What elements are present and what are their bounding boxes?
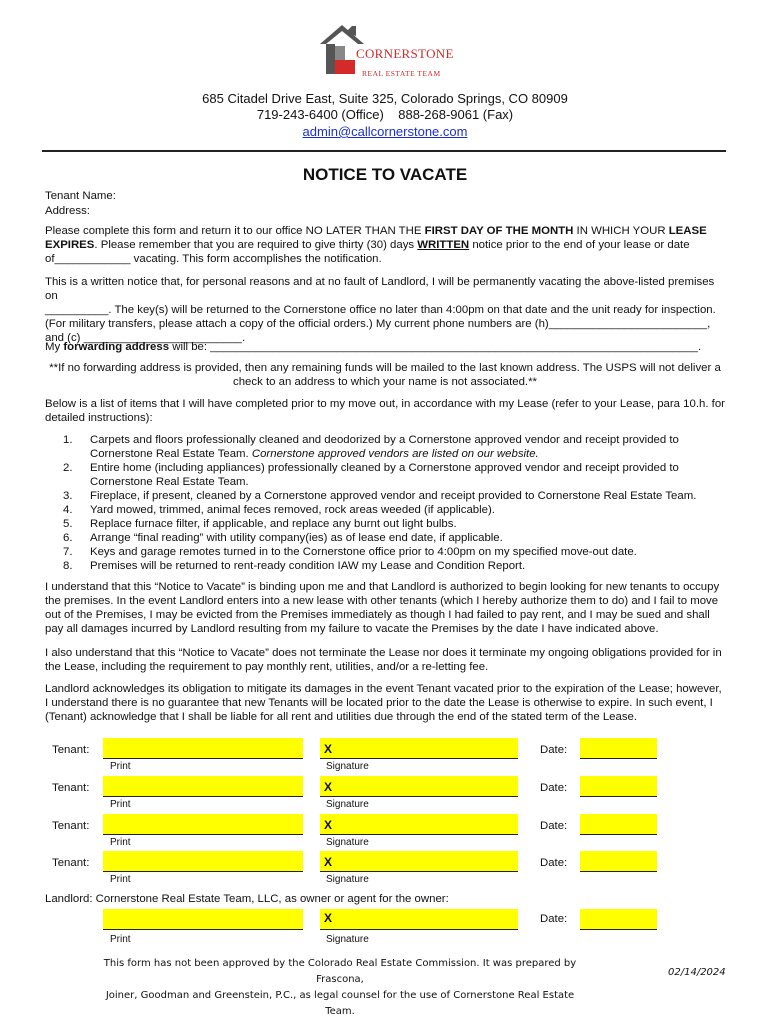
logo-name: CORNERSTONE	[356, 46, 454, 61]
tenant-date-field[interactable]	[580, 851, 657, 872]
tenant-date-field[interactable]	[580, 814, 657, 835]
office-phones: 719-243-6400 (Office) 888-268-9061 (Fax)	[256, 107, 514, 122]
tenant-date-field[interactable]	[580, 738, 657, 759]
landlord-signature-field[interactable]: X	[320, 909, 518, 930]
tenant-label: Tenant:	[52, 744, 90, 756]
intro-paragraph: Please complete this form and return it to our office NO LATER THAN THE FIRST DAY OF THE MONTH IN WHICH YOUR LEASE EXPIRES. Please remember that you are required to give thirty (30) days WRITTEN notice prior to the end of your lease or date of____________ vacating. This form accomplishes the notification.	[45, 225, 707, 265]
footer-disclaimer: This form has not been approved by the Colorado Real Estate Commission. It was prepared by Frascona, Joiner, Goodman and Greenstein, P.C., as legal counsel for the use of Cornerstone Real Estate Team.	[103, 958, 577, 1017]
move-out-items-list	[63, 433, 723, 573]
landlord-print-field[interactable]	[103, 909, 303, 930]
tenant-print-field[interactable]	[103, 776, 303, 797]
date-label: Date:	[540, 820, 568, 832]
print-caption: Print	[110, 934, 131, 945]
list-item: 8. Premises will be returned to rent-ready condition IAW my Lease and Condition Report.	[63, 560, 526, 572]
forwarding-note: **If no forwarding address is provided, then any remaining funds will be mailed to the last known address. The USPS will not deliver a check to an address to which your name is not associated.**	[49, 362, 721, 388]
tenant-date-field[interactable]	[580, 776, 657, 797]
tenant-signature-field[interactable]: X	[320, 851, 518, 872]
date-label: Date:	[540, 744, 568, 756]
tenant-print-field[interactable]	[103, 738, 303, 759]
notice-paragraph: This is a written notice that, for personal reasons and at no fault of Landlord, I will be permanently vacating the above-listed premises on __________. The key(s) will be returned to the Cornerstone office no later than 4:00pm on that date and the unit ready for inspection. (For military transfers, please attach a copy of the official orders.) My current phone numbers are (h)_________________________, and (c) _________________________.	[45, 276, 716, 344]
signature-caption: Signature	[326, 799, 369, 810]
obligations-paragraph: I also understand that this “Notice to Vacate” does not terminate the Lease nor does it terminate my ongoing obligations provided for in the Lease, including the requirement to pay monthly rent, utilities, and/or a re-letting fee.	[45, 647, 722, 673]
tenant-print-field[interactable]	[103, 851, 303, 872]
tenant-label: Tenant:	[52, 857, 90, 869]
tenant-label: Tenant:	[52, 782, 90, 794]
landlord-label: Landlord: Cornerstone Real Estate Team, LLC, as owner or agent for the owner:	[45, 893, 449, 905]
list-item: 7. Keys and garage remotes turned in to the Cornerstone office prior to 4:00pm on my specified move-out date.	[63, 546, 637, 558]
tenant-signature-field[interactable]: X	[320, 738, 518, 759]
cornerstone-logo	[318, 22, 454, 84]
list-item: 4. Yard mowed, trimmed, animal feces removed, rock areas weeded (if applicable).	[63, 504, 495, 516]
list-item: 1. Carpets and floors professionally cleaned and deodorized by a Cornerstone approved vendor and receipt provided to Cornerstone Real Estate Team. Cornerstone approved vendors are listed on our website.	[63, 434, 679, 460]
landlord-date-field[interactable]	[580, 909, 657, 930]
tenant-name-label: Tenant Name:	[45, 190, 116, 202]
signature-caption: Signature	[326, 934, 369, 945]
print-caption: Print	[110, 874, 131, 885]
list-item: 5. Replace furnace filter, if applicable, and replace any burnt out light bulbs.	[63, 518, 457, 530]
header-divider	[42, 150, 726, 152]
tenant-print-field[interactable]	[103, 814, 303, 835]
print-caption: Print	[110, 799, 131, 810]
date-label: Date:	[540, 857, 568, 869]
tenant-signature-field[interactable]: X	[320, 776, 518, 797]
tenant-signature-field[interactable]: X	[320, 814, 518, 835]
signature-caption: Signature	[326, 874, 369, 885]
list-item: 3. Fireplace, if present, cleaned by a Cornerstone approved vendor and receipt provided to Cornerstone Real Estate Team.	[63, 490, 697, 502]
logo-subtitle: REAL ESTATE TEAM	[362, 69, 441, 78]
date-label: Date:	[540, 782, 568, 794]
footer-date: 02/14/2024	[668, 967, 726, 978]
address-label: Address:	[45, 205, 90, 217]
items-intro: Below is a list of items that I will have completed prior to my move out, in accordance with my Lease (refer to your Lease, para 10.h. for detailed instructions):	[45, 398, 725, 424]
forwarding-address-line: My forwarding address will be: _____________________________________________________________________________.	[45, 341, 702, 353]
date-label: Date:	[540, 913, 568, 925]
page-title: NOTICE TO VACATE	[302, 165, 468, 184]
office-address: 685 Citadel Drive East, Suite 325, Colorado Springs, CO 80909	[202, 91, 568, 106]
list-item: 6. Arrange “final reading” with utility company(ies) as of lease end date, if applicable.	[63, 532, 503, 544]
print-caption: Print	[110, 761, 131, 772]
signature-caption: Signature	[326, 837, 369, 848]
binding-paragraph: I understand that this “Notice to Vacate” is binding upon me and that Landlord is authorized to begin looking for new tenants to occupy the premises. In the event Landlord enters into a new lease with other tenants (which I hereby authorize them to do) and I fail to move out of the Premises, I may be evicted from the Premises immediately as though I had failed to pay rent, and I may be sued and shall pay all damages incurred by Landlord resulting from my failure to vacate the Premises by the date I have indicated above.	[45, 581, 720, 635]
tenant-label: Tenant:	[52, 820, 90, 832]
mitigation-paragraph: Landlord acknowledges its obligation to mitigate its damages in the event Tenant vacated prior to the expiration of the Lease; however, I understand there is no guarantee that new Tenants will be located prior to the date the Lease is otherwise to expire. In such event, I (Tenant) acknowledge that I shall be liable for all rent and utilities due through the end of the stated term of the Lease.	[45, 683, 722, 723]
signature-caption: Signature	[326, 761, 369, 772]
email-link[interactable]: admin@callcornerstone.com	[302, 124, 468, 139]
print-caption: Print	[110, 837, 131, 848]
list-item: 2. Entire home (including appliances) professionally cleaned by a Cornerstone approved vendor and receipt provided to Cornerstone Real Estate Team.	[63, 462, 679, 488]
